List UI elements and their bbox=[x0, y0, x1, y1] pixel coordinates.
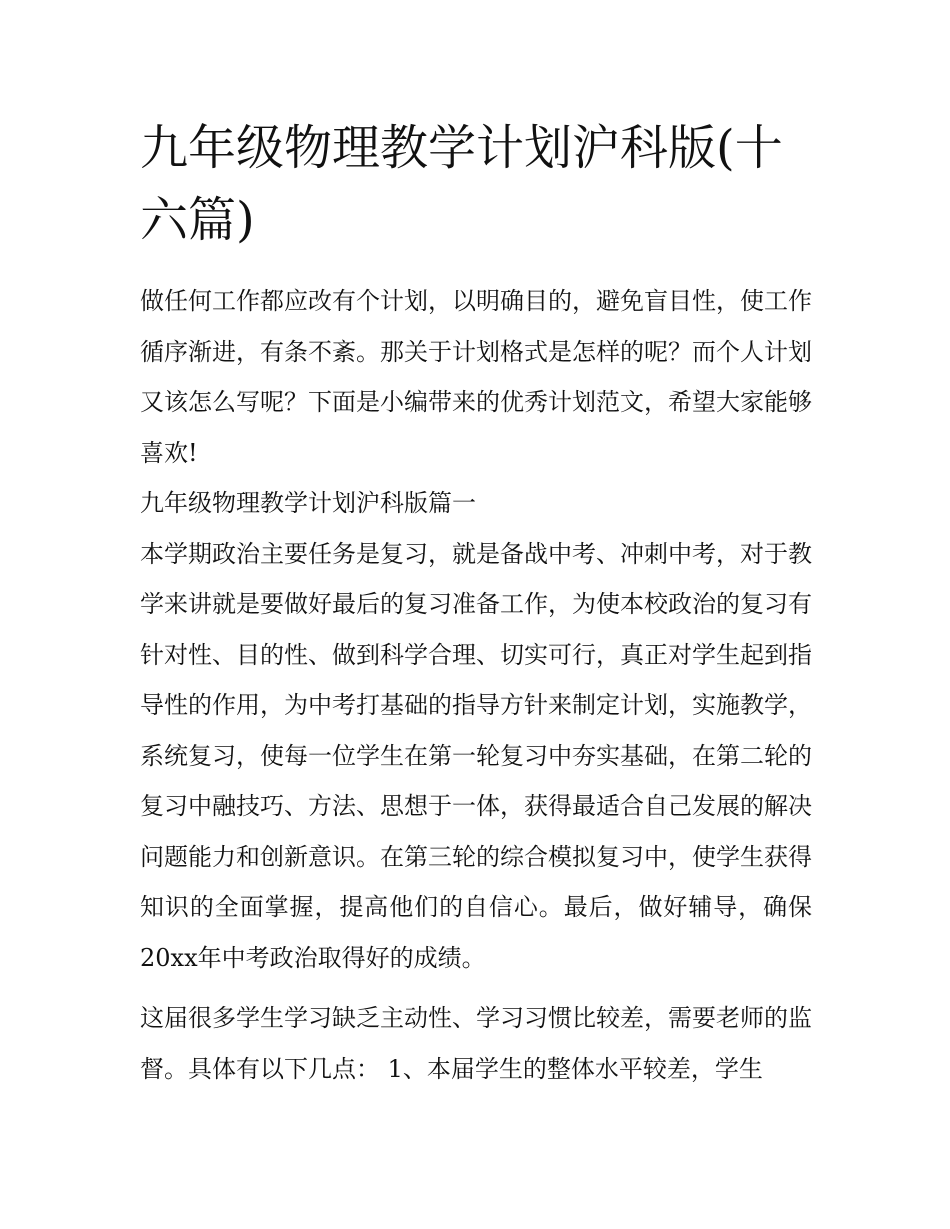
section-heading: 九年级物理教学计划沪科版篇一 bbox=[140, 489, 476, 517]
intro-paragraph: 做任何工作都应改有个计划，以明确目的，避免盲目性，使工作循序渐进，有条不紊。那关于计划格式是怎样的呢？而个人计划又该怎么写呢？下面是小编带来的优秀计划范文，希望大家能够喜欢! bbox=[140, 287, 812, 467]
body-paragraph-2: 这届很多学生学习缺乏主动性、学习习惯比较差，需要老师的监督。具体有以下几点： 1、本届学生的整体水平较差，学生 bbox=[140, 1004, 812, 1083]
document-page bbox=[140, 112, 812, 1094]
document-title: 九年级物理教学计划沪科版(十六篇) bbox=[140, 120, 783, 248]
body-paragraph-1: 本学期政治主要任务是复习，就是备战中考、冲刺中考，对于教学来讲就是要做好最后的复习准备工作，为使本校政治的复习有针对性、目的性、做到科学合理、切实可行，真正对学生起到指导性的作用，为中考打基础的指导方针来制定计划，实施教学，系统复习，使每一位学生在第一轮复习中夯实基础，在第二轮的复习中融技巧、方法、思想于一体，获得最适合自己发展的解决问题能力和创新意识。在第三轮的综合模拟复习中，使学生获得知识的全面掌握，提高他们的自信心。最后，做好辅导，确保20xx年中考政治取得好的成绩。 bbox=[140, 539, 812, 972]
